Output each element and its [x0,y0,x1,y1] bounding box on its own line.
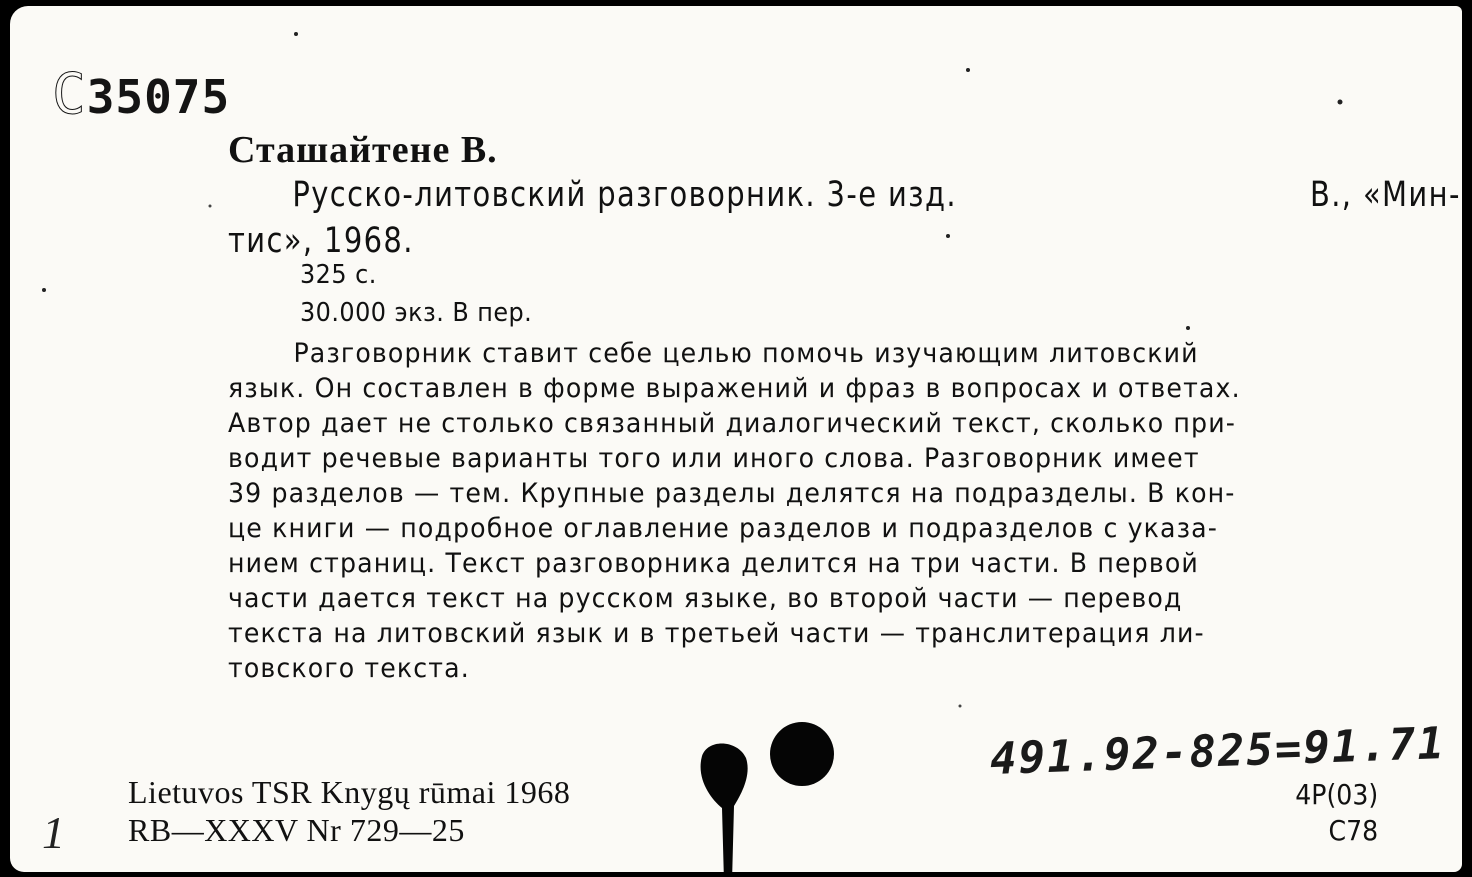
author-heading: Сташайтене В. [228,129,498,171]
udc-handwritten: 491.92-825=91.71 [989,718,1447,785]
print-run: 30.000 экз. В пер. [300,298,533,328]
abstract-line: товского текста. [228,653,470,684]
title-block [228,172,1461,264]
abstract [228,336,1392,686]
inventory-stamp-number [52,62,230,127]
abstract-line: водит речевые варианты того или иного слова. Разговорник имеет [228,443,1200,474]
abstract-line: нием страниц. Текст разговорника делится на три части. В первой [228,548,1199,579]
publisher-start: В., «Мин- [1309,175,1461,215]
abstract-line: Разговорник ставит себе целью помочь изучающим литовский [293,338,1199,369]
stamp-digits: 35075 [86,70,231,124]
ink-blot [688,736,758,872]
abstract-line: 39 разделов — тем. Крупные разделы делятся на подразделы. В кон- [228,478,1236,509]
book-title: Русско-литовский разговорник. 3-е изд. [292,175,957,215]
abstract-line: це книги — подробное оглавление разделов и подразделов с указа- [228,513,1219,544]
author-mark: С78 [1328,814,1378,847]
abstract-line: части дается текст на русском языке, во второй части — перевод [228,583,1183,614]
catalog-card [10,6,1462,872]
stamp-prefix: C [52,62,87,127]
page-count: 325 с. [300,260,377,290]
abstract-line: Автор дает не столько связанный диалогический текст, сколько при- [228,408,1236,439]
imprint-line-1: Lietuvos TSR Knygų rūmai 1968 [128,774,571,810]
classification-index: 4Р(03) [1295,778,1378,811]
imprint-line-2: RB—XXXV Nr 729—25 [128,812,465,848]
title-line-1 [228,172,1461,218]
abstract-line: язык. Он составлен в форме выражений и фраз в вопросах и ответах. [228,373,1241,404]
abstract-line: текста на литовский язык и в третьей части — транслитерация ли- [228,618,1205,649]
punch-hole [770,722,834,786]
title-line-2: тис», 1968. [228,221,414,261]
card-number: 1 [42,807,65,858]
